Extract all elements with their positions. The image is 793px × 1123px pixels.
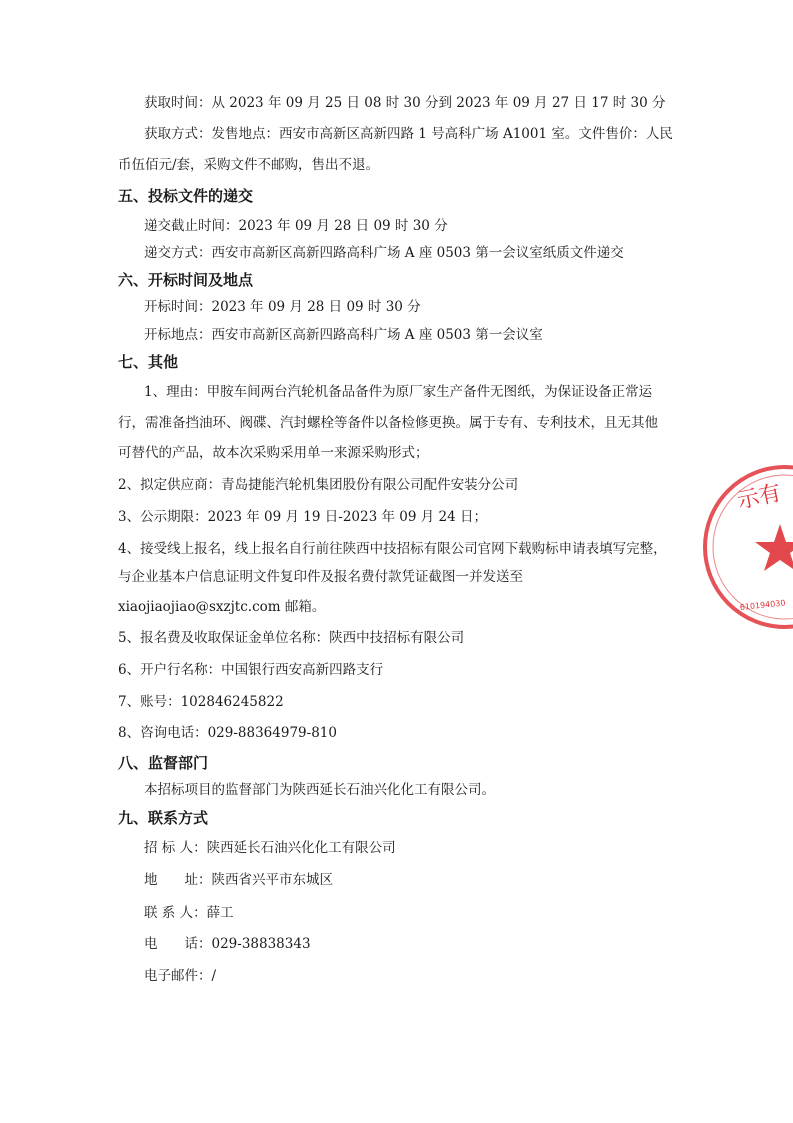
contact-person-value: 薛工 xyxy=(206,905,234,921)
other-item-1-line3: 可替代的产品，故本次采购采用单一来源采购形式； xyxy=(118,445,429,461)
opening-place-value: 西安市高新区高新四路高科广场 A 座 0503 第一会议室 xyxy=(211,327,543,343)
section-7-heading: 七、其他 xyxy=(118,353,179,371)
contact-email-value: / xyxy=(211,968,217,984)
contact-tenderer-label: 招 标 人： xyxy=(144,840,207,856)
obtain-method-label: 获取方式： xyxy=(144,126,212,142)
contact-email-line xyxy=(144,966,216,986)
contact-person-label: 联 系 人： xyxy=(144,905,207,921)
other-item-1-line1: 1、理由：甲胺车间两台汽轮机备品备件为原厂家生产备件无图纸，为保证设备正常运 xyxy=(144,384,653,400)
other-item-4-line3: xiaojiaojiao@sxzjtc.com 邮箱。 xyxy=(118,599,326,615)
other-item-3: 3、公示期限：2023 年 09 月 19 日-2023 年 09 月 24 日； xyxy=(118,509,487,525)
other-item-1-line2: 行，需准备挡油环、阀碟、汽封螺栓等备件以备检修更换。属于专有、专利技术，且无其他 xyxy=(118,415,658,431)
other-item-6: 6、开户行名称：中国银行西安高新四路支行 xyxy=(118,662,384,678)
contact-person-line xyxy=(144,903,234,923)
seal-text-fragment: 示有 xyxy=(735,480,784,515)
obtain-time-line xyxy=(144,93,665,113)
other-item-7: 7、账号：102846245822 xyxy=(118,694,284,710)
section-8-heading: 八、监督部门 xyxy=(118,754,209,772)
submit-method-line xyxy=(144,243,624,263)
company-seal-icon xyxy=(700,462,793,632)
other-item-5: 5、报名费及收取保证金单位名称：陕西中技招标有限公司 xyxy=(118,630,465,646)
section-5-heading: 五、投标文件的递交 xyxy=(118,187,254,205)
contact-tenderer-value: 陕西延长石油兴化化工有限公司 xyxy=(206,840,396,856)
contact-address-value: 陕西省兴平市东城区 xyxy=(211,872,333,888)
submit-deadline-label: 递交截止时间： xyxy=(144,218,239,234)
submit-method-label: 递交方式： xyxy=(144,245,212,261)
submit-deadline-value: 2023 年 09 月 28 日 09 时 30 分 xyxy=(238,218,448,234)
opening-time-label: 开标时间： xyxy=(144,299,212,315)
opening-time-value: 2023 年 09 月 28 日 09 时 30 分 xyxy=(211,299,421,315)
submit-deadline-line xyxy=(144,216,448,236)
contact-email-label: 电子邮件： xyxy=(144,968,212,984)
submit-method-value: 西安市高新区高新四路高科广场 A 座 0503 第一会议室纸质文件递交 xyxy=(211,245,624,261)
supervision-text: 本招标项目的监督部门为陕西延长石油兴化化工有限公司。 xyxy=(144,782,495,798)
contact-address-label: 地 址： xyxy=(144,872,212,888)
obtain-method-line2: 币伍佰元/套，采购文件不邮购，售出不退。 xyxy=(118,157,380,173)
other-item-4-line1: 4、接受线上报名，线上报名自行前往陕西中技招标有限公司官网下载购标申请表填写完整， xyxy=(118,541,667,557)
contact-phone-line xyxy=(144,934,311,954)
obtain-time-value: 从 2023 年 09 月 25 日 08 时 30 分到 2023 年 09 月 27 日 17 时 30 分 xyxy=(211,95,666,111)
obtain-method-line xyxy=(144,124,673,144)
contact-phone-value: 029-38838343 xyxy=(211,936,311,952)
obtain-time-label: 获取时间： xyxy=(144,95,212,111)
opening-time-line xyxy=(144,297,421,317)
other-item-4-line2: 与企业基本户信息证明文件复印件及报名费付款凭证截图一并发送至 xyxy=(118,569,523,585)
other-item-2: 2、拟定供应商：青岛捷能汽轮机集团股份有限公司配件安装分公司 xyxy=(118,477,519,493)
opening-place-label: 开标地点： xyxy=(144,327,212,343)
section-6-heading: 六、开标时间及地点 xyxy=(118,271,254,289)
section-9-heading: 九、联系方式 xyxy=(118,809,209,827)
other-item-8: 8、咨询电话：029-88364979-810 xyxy=(118,725,337,741)
contact-phone-label: 电 话： xyxy=(144,936,212,952)
contact-tenderer-line xyxy=(144,838,396,858)
seal-number-fragment: 610194030 xyxy=(739,598,786,613)
contact-address-line xyxy=(144,870,333,890)
opening-place-line xyxy=(144,325,543,345)
obtain-method-line1: 发售地点：西安市高新区高新四路 1 号高科广场 A1001 室。文件售价：人民 xyxy=(211,126,673,142)
